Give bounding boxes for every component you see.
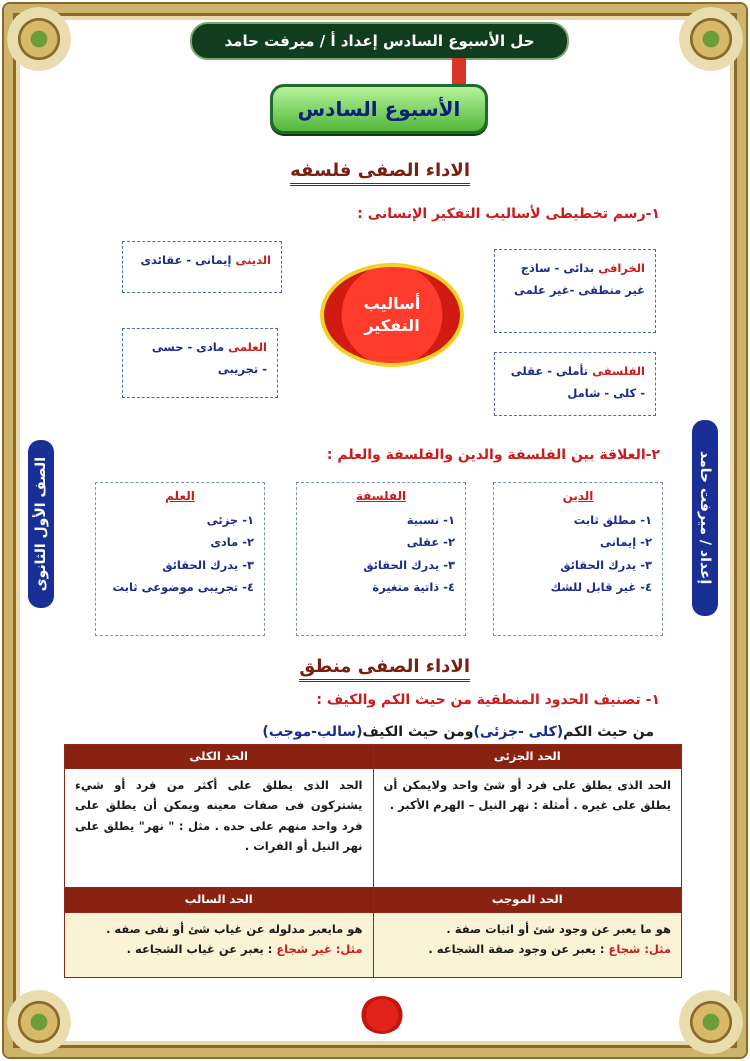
column-science <box>95 482 265 636</box>
column-item: ٣- يدرك الحقائق <box>560 557 652 572</box>
corner-ornament <box>7 990 71 1054</box>
example-text: : يعبر عن غياب الشجاعه . <box>126 941 277 956</box>
circle-line: التفكير <box>364 316 420 335</box>
box-text: - كلى - شامل <box>567 385 645 400</box>
column-item: ١- نسبية <box>406 513 455 527</box>
question-1-heading: ١-رسم تخطيطى لأساليب التفكير الإنسانى : <box>357 206 660 222</box>
box-text: مادى - حسى <box>151 340 225 354</box>
box-text: بدائى - ساذج <box>520 261 595 275</box>
column-title: الفلسفة <box>355 489 407 503</box>
column-item: ٢- مادى <box>210 535 254 550</box>
column-title: الدين <box>562 489 594 503</box>
example-key: مثل: شجاع <box>608 941 671 956</box>
box-text: تأملى - عقلى <box>510 364 589 378</box>
box-text: - تجريبى <box>217 361 267 376</box>
column-philosophy <box>296 482 466 636</box>
section-title-logic: الاداء الصفى منطق <box>299 656 470 682</box>
table-cell <box>65 912 374 977</box>
box-key: الدينى <box>235 253 271 267</box>
table-cell <box>373 912 682 977</box>
corner-ornament <box>679 990 743 1054</box>
table-header: الحد الجزئى <box>373 745 682 769</box>
example-text: : يعبر عن وجود صفة الشجاعه . <box>428 941 609 956</box>
column-item: ٢- إيمانى <box>599 535 652 550</box>
quantity-quality-line <box>262 724 654 740</box>
cell-line <box>384 939 672 959</box>
box-key: العلمى <box>228 340 267 354</box>
column-item: ١- جزئى <box>206 513 254 527</box>
box-religious <box>122 241 282 293</box>
kaif-values: (سالب-موجب) <box>262 724 363 740</box>
terms-table <box>64 744 682 978</box>
kaif-prefix: ومن حيث الكيف <box>362 724 474 740</box>
column-item: ٣- يدرك الحقائق <box>162 557 254 572</box>
circle-line: أساليب <box>363 293 421 313</box>
side-tab-text: الصف الأول الثانوى <box>33 456 49 592</box>
table-header: الحد الموجب <box>373 888 682 912</box>
top-banner: حل الأسبوع السادس إعداد أ / ميرفت حامد <box>190 22 569 60</box>
column-religion <box>493 482 663 636</box>
question-2-heading: ٢-العلاقة بين الفلسفة والدين والفلسفة والعلم : <box>326 447 660 463</box>
cell-line: هو مايعبر مدلوله عن غياب شئ أو نفى صفه . <box>106 921 363 936</box>
column-item: ٣- يدرك الحقائق <box>363 557 455 572</box>
cell-line: هو ما يعبر عن وجود شئ أو اثبات صفة . <box>446 921 671 936</box>
kam-prefix: من حيث الكم <box>563 724 654 740</box>
side-tab-text: إعداد / ميرفت حامد <box>697 451 713 585</box>
column-item: ٤- تجريبى موضوعى ثابت <box>112 580 254 595</box>
column-title: العلم <box>165 489 195 503</box>
kam-values: (كلى -جزئى) <box>473 724 564 740</box>
side-tab-grade <box>28 440 54 608</box>
corner-ornament <box>7 7 71 71</box>
box-philosophical <box>494 352 656 416</box>
box-text: غير منطقى -غير علمى <box>513 282 645 297</box>
table-cell: الحد الذى يطلق على فرد أو شئ واحد ولايمكن أن يطلق على غيره . أمثلة : نهر النيل – الهرم الأكبر . <box>373 769 682 888</box>
logic-question-1: ١- تصنيف الحدود المنطقية من حيث الكم والكيف : <box>316 692 660 708</box>
box-text: إيمانى - عقائدى <box>140 253 232 267</box>
week-title: الأسبوع السادس <box>270 84 488 134</box>
table-cell: الحد الذى يطلق على أكثر من فرد أو شيء يشتركون فى صفات معينه ويمكن أن يطلق على فرد واحد منهم على حده . مثل : " نهر" يطلق على نهر النيل أو الفرات . <box>65 769 374 888</box>
table-header: الحد السالب <box>65 888 374 912</box>
example-key: مثل: غير شجاع <box>276 941 363 956</box>
center-circle <box>320 263 464 367</box>
column-item: ٢- عقلى <box>406 535 455 550</box>
box-key: الفلسفى <box>592 364 645 378</box>
column-item: ١- مطلق ثابت <box>573 513 652 527</box>
box-superstitious <box>494 249 656 333</box>
column-item: ٤- غير قابل للشك <box>550 580 652 595</box>
side-tab-author <box>692 420 718 616</box>
box-scientific <box>122 328 278 398</box>
corner-ornament <box>679 7 743 71</box>
cell-line <box>75 939 363 959</box>
red-seal-icon <box>360 996 404 1034</box>
box-key: الخرافى <box>598 261 645 275</box>
section-title-philosophy: الاداء الصفى فلسفه <box>290 160 470 186</box>
column-item: ٤- ذاتية متغيرة <box>372 580 455 595</box>
table-header: الحد الكلى <box>65 745 374 769</box>
